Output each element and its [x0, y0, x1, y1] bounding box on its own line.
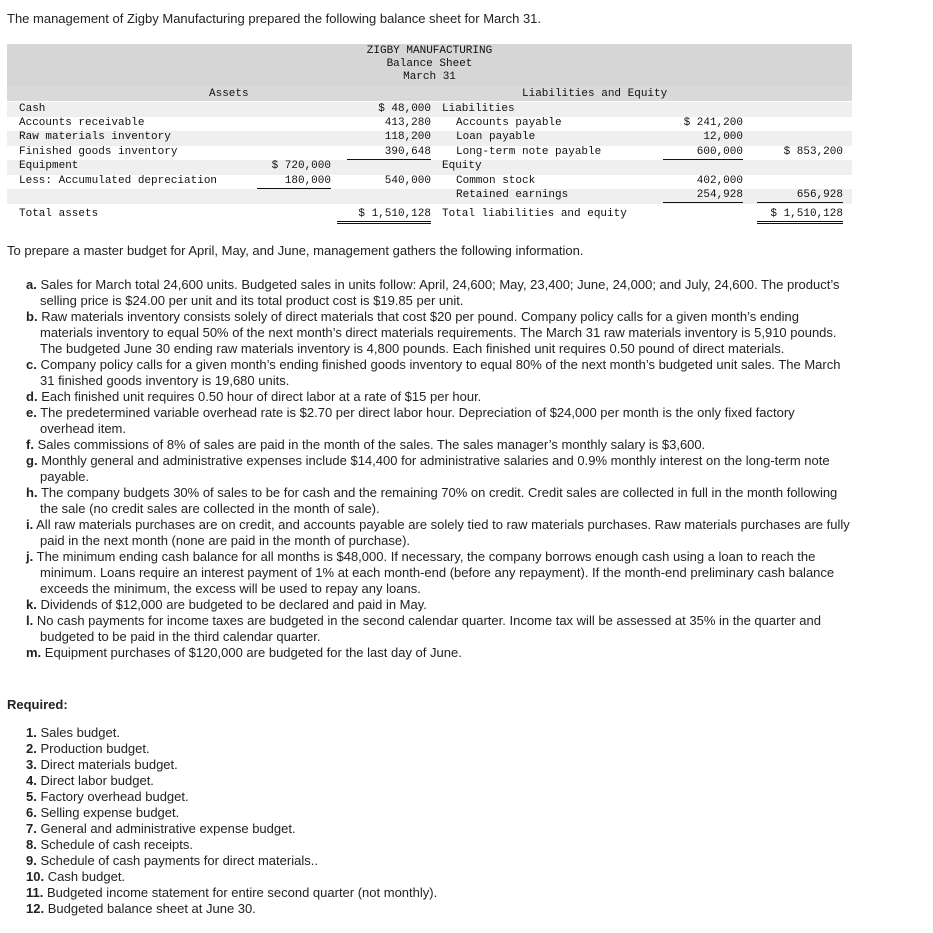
info-item-text: The minimum ending cash balance for all months is $48,000. If necessary, the company borrows enough cash using a loan to reach the minimum. Loans require an interest payment of 1% at each month-end (before any repayment). If the month-end preliminary cash balance exceeds the minimum, the excess will be used to repay any loans.: [36, 549, 835, 596]
ap-label: Accounts payable: [456, 117, 562, 129]
info-item-text: Dividends of $12,000 are budgeted to be declared and paid in May.: [40, 597, 427, 612]
required-item-number: 11.: [26, 885, 44, 900]
required-item: [26, 821, 437, 837]
re-value: 254,928: [663, 188, 743, 203]
info-item-letter: d.: [26, 389, 38, 404]
required-item-text: General and administrative expense budget.: [40, 821, 296, 836]
info-intro: To prepare a master budget for April, May, and June, management gathers the following information.: [7, 243, 584, 258]
fg-value: 390,648: [347, 145, 431, 160]
info-item-text: Raw materials inventory consists solely of direct materials that cost $20 per pound. Company policy calls for a given month’s ending materials inventory to equal 50% of the next month’s direct materials requirements. The March 31 raw materials inventory is 5,910 pounds. The budgeted June 30 ending raw materials inventory is 4,800 pounds. Each finished unit requires 0.50 pound of direct materials.: [40, 309, 837, 356]
equity-subheader: Equity: [442, 160, 482, 172]
required-item: [26, 757, 437, 773]
info-item-letter: f.: [26, 437, 34, 452]
liabilities-subheader: Liabilities: [442, 103, 515, 115]
info-item-letter: j.: [26, 549, 34, 564]
cash-label: Cash: [19, 103, 46, 115]
total-le-label: Total liabilities and equity: [442, 208, 627, 220]
info-item-text: No cash payments for income taxes are budgeted in the second calendar quarter. Income tax will be assessed at 35% in the quarter and budgeted to be paid in the third calendar quarter.: [36, 613, 821, 644]
info-item: [26, 613, 851, 645]
info-item: [26, 597, 851, 613]
cs-value: 402,000: [696, 175, 743, 187]
required-item-text: Budgeted income statement for entire second quarter (not monthly).: [46, 885, 438, 900]
required-item-number: 5.: [26, 789, 37, 804]
required-item: [26, 885, 437, 901]
required-item: [26, 805, 437, 821]
required-item-text: Direct materials budget.: [40, 757, 178, 772]
balance-sheet: [7, 44, 852, 229]
info-item-text: Company policy calls for a given month’s ending finished goods inventory to equal 80% of the next month’s budgeted unit sales. The March 31 finished goods inventory is 19,680 units.: [40, 357, 841, 388]
ap-value: $ 241,200: [683, 117, 743, 129]
info-item: [26, 389, 851, 405]
required-item-text: Budgeted balance sheet at June 30.: [47, 901, 256, 916]
required-item-number: 9.: [26, 853, 37, 868]
required-item-number: 1.: [26, 725, 37, 740]
liabilities-equity-header: Liabilities and Equity: [522, 88, 668, 100]
required-item-number: 10.: [26, 869, 45, 884]
info-item-letter: l.: [26, 613, 34, 628]
required-item: [26, 837, 437, 853]
ar-label: Accounts receivable: [19, 117, 145, 129]
depreciation-label: Less: Accumulated depreciation: [19, 175, 218, 187]
cash-value: $ 48,000: [378, 103, 431, 115]
info-item: [26, 405, 851, 437]
info-list: [26, 277, 851, 661]
row-band: [7, 160, 852, 175]
note-value: 600,000: [663, 145, 743, 160]
info-item-letter: i.: [26, 517, 34, 532]
info-item-letter: b.: [26, 309, 38, 324]
required-item-number: 4.: [26, 773, 37, 788]
info-item-text: The predetermined variable overhead rate is $2.70 per direct labor hour. Depreciation of $24,000 per month is the only fixed factory overhead item.: [40, 405, 795, 436]
statement-title: Balance Sheet: [386, 58, 473, 70]
info-item: [26, 453, 851, 485]
info-item: [26, 517, 851, 549]
info-item: [26, 437, 851, 453]
required-item-number: 7.: [26, 821, 37, 836]
info-item-letter: k.: [26, 597, 37, 612]
equipment-value: $ 720,000: [271, 160, 331, 172]
info-item-letter: a.: [26, 277, 37, 292]
total-equity-value: 656,928: [757, 188, 843, 203]
info-item-text: Monthly general and administrative expenses include $14,400 for administrative salaries and 0.9% monthly interest on the long-term note payable.: [40, 453, 830, 484]
info-item: [26, 277, 851, 309]
info-item-text: Each finished unit requires 0.50 hour of direct labor at a rate of $15 per hour.: [41, 389, 482, 404]
loan-label: Loan payable: [456, 131, 536, 143]
required-item-text: Schedule of cash payments for direct materials..: [40, 853, 318, 868]
total-assets-label: Total assets: [19, 208, 99, 220]
required-item: [26, 741, 437, 757]
info-item: [26, 309, 851, 357]
required-item-text: Direct labor budget.: [40, 773, 154, 788]
info-item-text: Sales commissions of 8% of sales are paid in the month of the sales. The sales manager’s monthly salary is $3,600.: [37, 437, 706, 452]
required-item-text: Cash budget.: [47, 869, 126, 884]
re-label: Retained earnings: [456, 189, 569, 201]
required-item-text: Factory overhead budget.: [40, 789, 189, 804]
required-list: [26, 725, 437, 917]
company-name: ZIGBY MANUFACTURING: [366, 45, 493, 57]
ar-value: 413,280: [384, 117, 431, 129]
assets-header: Assets: [209, 88, 249, 100]
required-item-number: 3.: [26, 757, 37, 772]
required-item-number: 8.: [26, 837, 37, 852]
info-item-letter: g.: [26, 453, 38, 468]
info-item-text: Equipment purchases of $120,000 are budgeted for the last day of June.: [44, 645, 462, 660]
required-item-number: 2.: [26, 741, 37, 756]
required-item: [26, 853, 437, 869]
fg-label: Finished goods inventory: [19, 146, 178, 158]
info-item: [26, 485, 851, 517]
required-item-text: Production budget.: [40, 741, 150, 756]
required-item-text: Selling expense budget.: [40, 805, 180, 820]
statement-date: March 31: [403, 71, 456, 83]
depreciation-value: 180,000: [257, 174, 331, 189]
info-item-text: The company budgets 30% of sales to be for cash and the remaining 70% on credit. Credit sales are collected in full in the month following the sale (no credit sales are collected in the month of sale).: [40, 485, 838, 516]
info-item-letter: c.: [26, 357, 37, 372]
net-equipment-value: 540,000: [384, 175, 431, 187]
required-item: [26, 773, 437, 789]
info-item-text: Sales for March total 24,600 units. Budgeted sales in units follow: April, 24,600; May, 23,400; June, 24,000; and July, 24,600. The product’s selling price is $24.00 per unit and its total product cost is $19.85 per unit.: [40, 277, 840, 308]
rm-value: 118,200: [384, 131, 431, 143]
info-item: [26, 549, 851, 597]
required-item-number: 6.: [26, 805, 37, 820]
info-item-text: All raw materials purchases are on credit, and accounts payable are solely tied to raw materials purchases. Raw materials purchases are fully paid in the next month (none are paid in the month of purchase).: [36, 517, 850, 548]
intro-text: The management of Zigby Manufacturing prepared the following balance sheet for March 31.: [7, 11, 542, 26]
required-item: [26, 869, 437, 885]
column-header-band: [7, 86, 852, 101]
required-item-text: Sales budget.: [40, 725, 120, 740]
total-assets-value: $ 1,510,128: [337, 207, 431, 224]
info-item: [26, 645, 851, 661]
info-item-letter: m.: [26, 645, 42, 660]
info-item-letter: h.: [26, 485, 38, 500]
required-item: [26, 901, 437, 917]
required-item-text: Schedule of cash receipts.: [40, 837, 193, 852]
balance-sheet-header: [7, 44, 852, 87]
rm-label: Raw materials inventory: [19, 131, 171, 143]
cs-label: Common stock: [456, 175, 536, 187]
note-label: Long-term note payable: [456, 146, 602, 158]
info-item-letter: e.: [26, 405, 37, 420]
required-item-number: 12.: [26, 901, 45, 916]
total-le-value: $ 1,510,128: [757, 207, 843, 224]
info-item: [26, 357, 851, 389]
required-item: [26, 725, 437, 741]
required-item: [26, 789, 437, 805]
required-title: Required:: [7, 697, 68, 712]
equipment-label: Equipment: [19, 160, 79, 172]
loan-value: 12,000: [703, 131, 743, 143]
total-liabilities-value: $ 853,200: [783, 146, 843, 158]
